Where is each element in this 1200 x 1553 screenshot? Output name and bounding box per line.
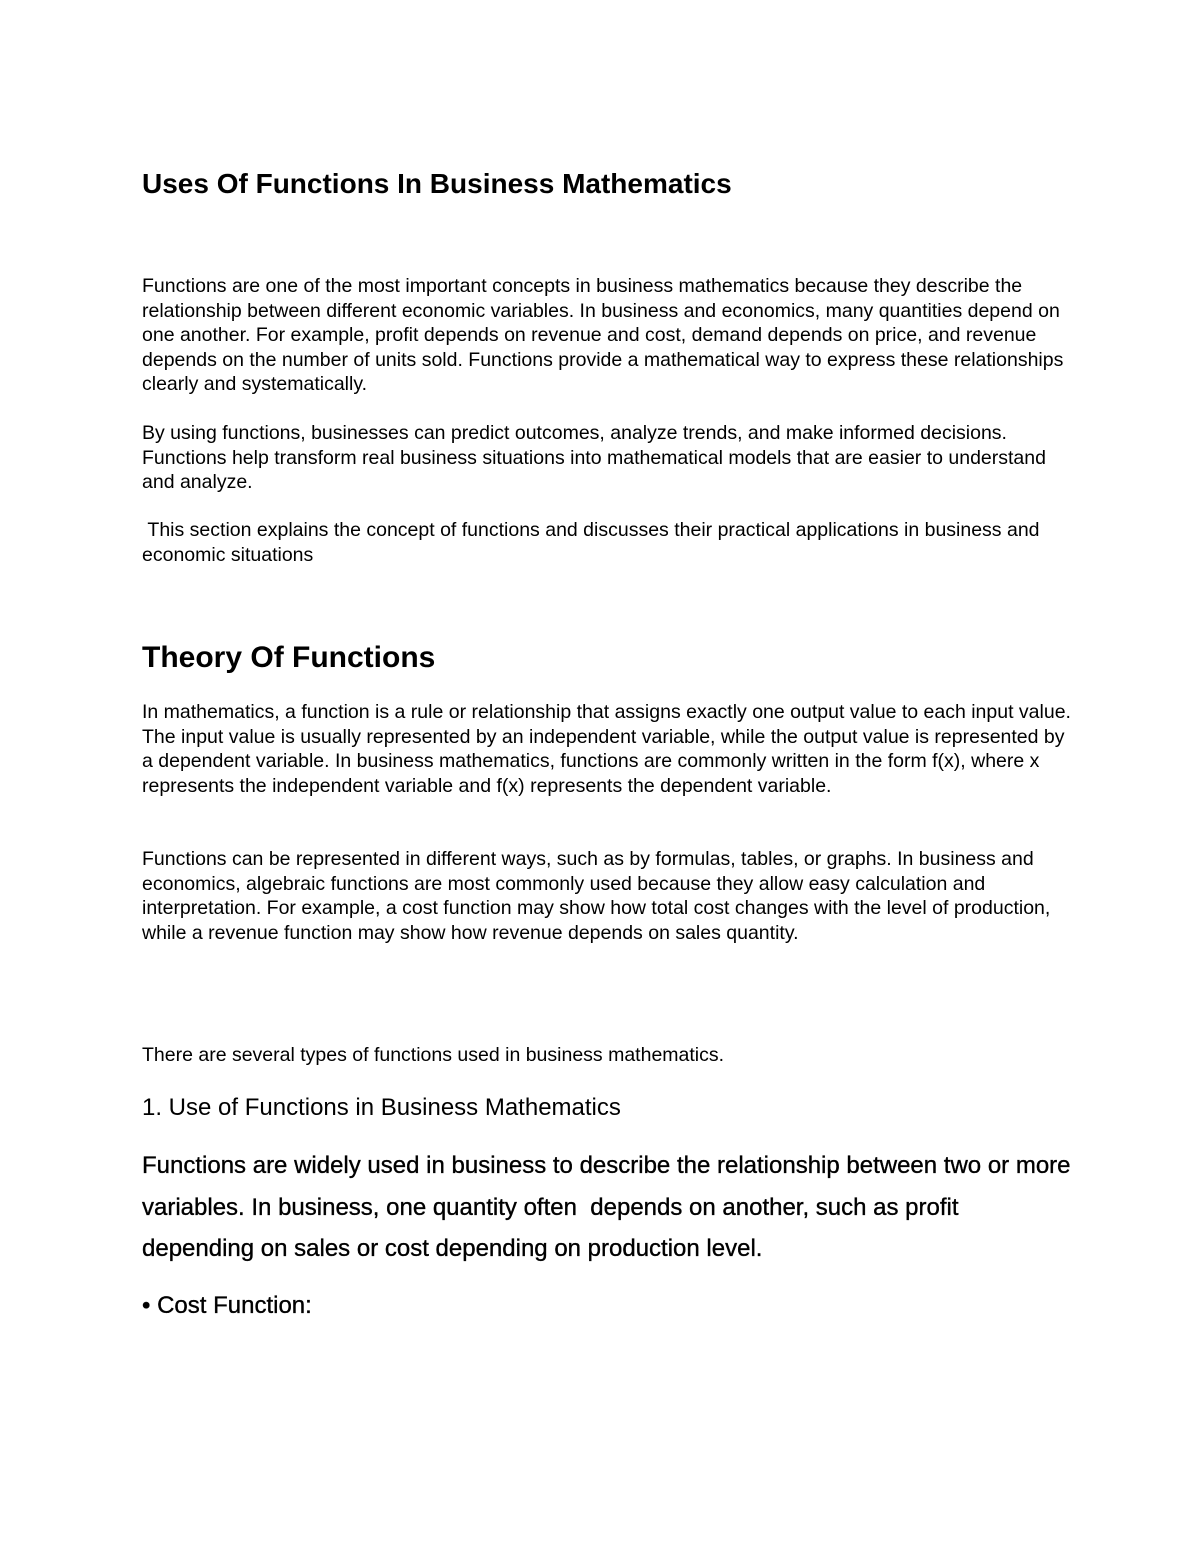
cost-function-bullet: • Cost Function: (142, 1292, 312, 1319)
uses-paragraph: Functions are widely used in business to describe the relationship between two or more variables. In business, one quantity often depends on another, such as profit depending on sales or cost depending on production level. (142, 1152, 1078, 1262)
theory-heading: Theory Of Functions (142, 641, 436, 674)
document-title: Uses Of Functions In Business Mathematics (142, 168, 732, 199)
intro-paragraph-3: This section explains the concept of functions and discusses their practical applications in business and economic situations (142, 519, 1045, 566)
intro-paragraph-1: Functions are one of the most important concepts in business mathematics because they describe the relationship between different economic variables. In business and economics, many quantities depend on one another. For example, profit depends on revenue and cost, demand depends on price, and revenue depends on the number of units sold. Functions provide a mathematical way to express these relationships clearly and systematically. (142, 275, 1064, 396)
theory-paragraph-2: Functions can be represented in different ways, such as by formulas, tables, or graphs. In business and economics, algebraic functions are most commonly used because they allow easy calculation and interpretation. For example, a cost function may show how total cost changes with the level of production, while a revenue function may show how revenue depends on sales quantity. (142, 848, 1051, 944)
theory-paragraph-3: There are several types of functions used in business mathematics. (142, 1044, 725, 1066)
uses-heading: 1. Use of Functions in Business Mathematics (142, 1094, 621, 1121)
theory-paragraph-1: In mathematics, a function is a rule or relationship that assigns exactly one output value to each input value. The input value is usually represented by an independent variable, while the output value is represented by a dependent variable. In business mathematics, functions are commonly written in the form f(x), where x represents the independent variable and f(x) represents the dependent variable. (142, 701, 1071, 797)
intro-paragraph-2: By using functions, businesses can predict outcomes, analyze trends, and make informed decisions. Functions help transform real business situations into mathematical models that are easier to understand and analyze. (142, 422, 1046, 494)
